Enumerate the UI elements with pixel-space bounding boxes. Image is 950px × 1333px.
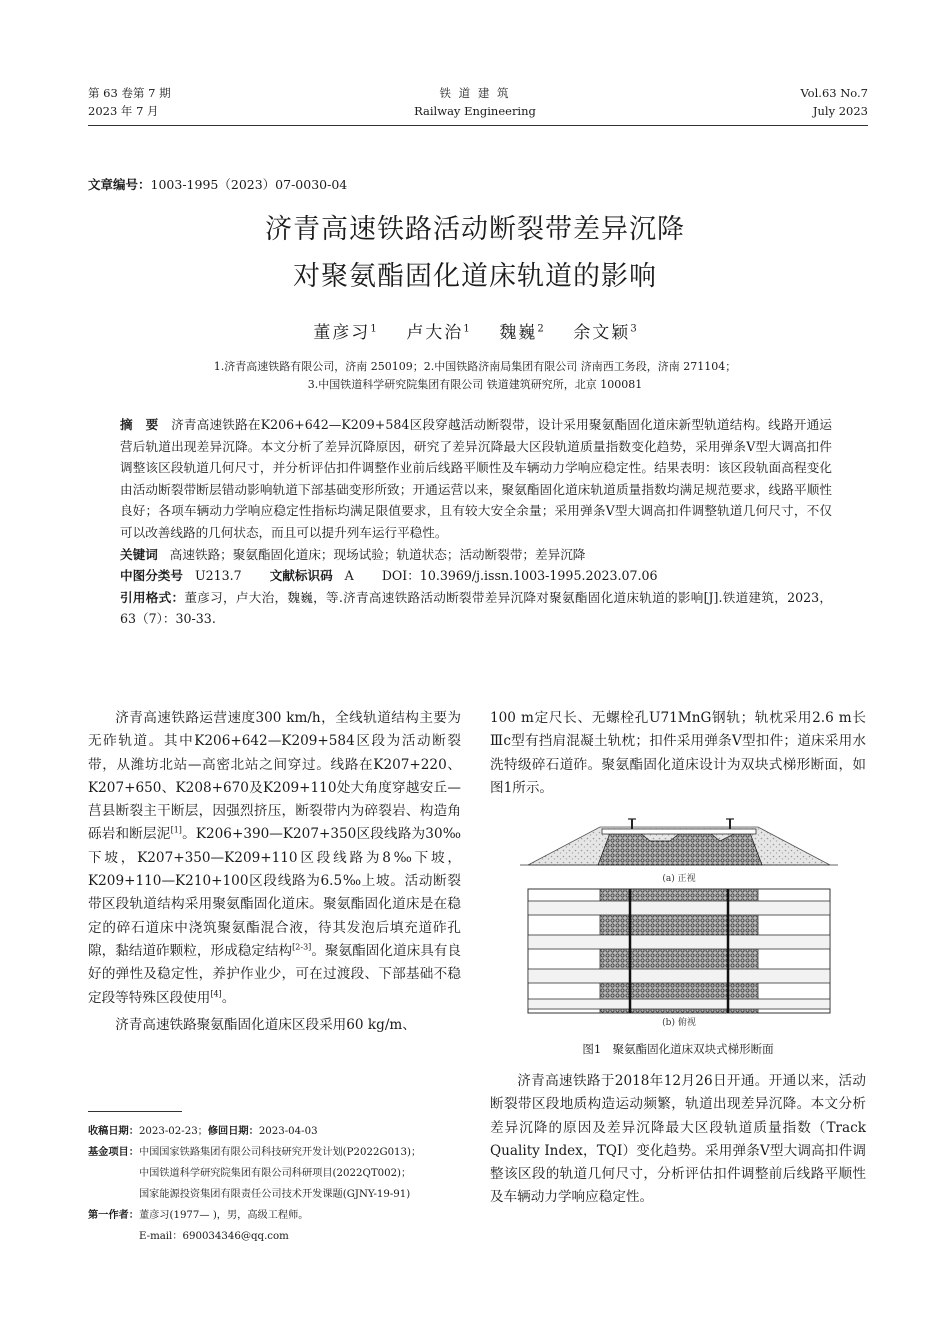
figure-1-caption: 图1 聚氨酯固化道床双块式梯形断面 [582,1042,774,1056]
author: 卢大治$^1$ [406,323,470,343]
publication-date: 2023 年 7 月 [88,104,159,118]
paragraph: 济青高速铁路于2018年12月26日开通。开通以来，活动断裂带区段地质构造运动频繁，轨道出现差异沉降。本文分析差异沉降的原因及差异沉降最大区段轨道质量指数（Track Quality Index，TQI）变化趋势。采用弹条Ⅴ型大调高扣件调整该区段的轨道几何尺寸，分析评估扣件调整前后线路平顺性及车辆动力学响应稳定性。 [490,1073,866,1206]
fund-line-3: 国家能源投资集团有限责任公司技术开发课题(GJNY-19-91) [139,1189,411,1200]
citation [120,587,832,630]
volume-issue: 第 63 卷第 7 期 [88,86,171,100]
author-info: 第一作者：董彦习(1977— )，男，高级工程师。 [88,1210,309,1221]
citation-text: 董彦习，卢大治，魏巍，等.济青高速铁路活动断裂带差异沉降对聚氨酯固化道床轨道的影响[J].铁道建筑，2023，63（7）：30-33. [120,589,833,627]
journal-name-cn: 铁 道 建 筑 [439,86,511,100]
figure-1 [520,813,838,1038]
fund-line-1: 基金项目：中国国家铁路集团有限公司科技研究开发计划(P2022G013)； [88,1147,422,1158]
clc-label: 中图分类号 [120,568,183,584]
author-email: E-mail：690034346@qq.com [139,1231,289,1242]
title-line-2: 对聚氨酯固化道床轨道的影响 [293,261,657,292]
reference-2: [2-3] [292,942,312,952]
paper-title [0,211,950,296]
header-center [375,84,575,120]
classification [120,565,832,587]
clc-value: U213.7 [194,568,242,584]
reference-1: [1] [170,825,182,835]
header-rule [88,125,868,126]
citation-label: 引用格式： [120,589,185,605]
reference-3: [4] [210,989,222,999]
author: 魏巍$^2$ [499,323,544,343]
author-list [0,318,950,343]
front-view [520,819,838,865]
title-line-1: 济青高速铁路活动断裂带差异沉降 [265,214,685,245]
keywords [120,544,832,566]
right-column-bottom [490,1070,866,1210]
article-number-value: 1003-1995（2023）07-0030-04 [150,177,348,192]
paragraph: 100 m定尺长、无螺栓孔U71MnG钢轨；轨枕采用2.6 m长Ⅲc型有挡肩混凝土轨枕；扣件采用弹条Ⅴ型扣件；道床采用水洗特级碎石道砟。聚氨酯固化道床设计为双块式梯形断面，如图1所示。 [490,710,866,796]
doc-code-label: 文献标识码 [269,568,333,584]
paragraph: 济青高速铁路运营速度300 km/h，全线轨道结构主要为无砟轨道。其中K206+642—K209+584区段为活动断裂带，从潍坊北站—高密北站之间穿过。线路在K207+220、K207+650、K208+670及K209+110处大角度穿越安丘—莒县断裂主干断层，因强烈挤压，断裂带内为碎裂岩、构造角砾岩和断层泥[1]。K206+390—K207+350区段线路为30‰下坡，K207+350—K209+110区段线路为8‰下坡，K209+110—K210+100区段线路为6.5‰上坡。活动断裂带区段轨道结构采用聚氨酯固化道床。聚氨酯固化道床是在稳定的碎石道床中浇筑聚氨酯混合液，待其发泡后填充道砟孔隙，黏结道砟颗粒，形成稳定结构[2-3]。聚氨酯固化道床具有良好的弹性及稳定性，养护作业少，可在过渡段、下部基础不稳定段等特殊区段使用[4]。 [88,710,462,1006]
paragraph: 济青高速铁路聚氨酯固化道床区段采用60 kg/m、 [115,1016,416,1033]
top-view [528,889,830,1013]
doc-code-value: A [344,568,354,584]
publication-date-en: July 2023 [812,104,868,118]
left-column [88,707,461,1037]
author: 董彦习$^1$ [313,323,377,343]
abstract-text: 济青高速铁路在K206+642—K209+584区段穿越活动断裂带，设计采用聚氨酯固化道床新型轨道结构。线路开通运营后轨道出现差异沉降。本文分析了差异沉降原因，研究了差异沉降最大区段轨道质量指数变化趋势，采用弹条Ⅴ型大调高扣件调整该区段轨道几何尺寸，并分析评估扣件调整作业前后线路平顺性及车辆动力学响应稳定性。结果表明：该区段轨面高程变化由活动断裂带断层错动影响轨道下部基础变形所致；开通运营以来，聚氨酯固化道床轨道质量指数均满足规范要求，线路平顺性良好；各项车辆动力学响应稳定性指标均满足限值要求，且有较大安全余量；采用弹条Ⅴ型大调高扣件调整轨道几何尺寸，不仅可以改善线路的几何状态，而且可以提升列车运行平稳性。 [120,417,832,540]
journal-name-en: Railway Engineering [414,104,536,118]
footnotes [88,1121,463,1247]
keywords-text: 高速铁路；聚氨酯固化道床；现场试验；轨道状态；活动断裂带；差异沉降 [169,546,586,562]
right-column-top [490,707,866,800]
affiliation-line-1: 1.济青高速铁路有限公司，济南 250109；2.中国铁路济南局集团有限公司 济南西工务段，济南 271104； [213,360,737,373]
fund-line-2: 中国铁道科学研究院集团有限公司科研项目(2022QT002)； [139,1168,412,1179]
keywords-label: 关键词 [120,546,158,562]
header-right [800,84,868,120]
track-bed-diagram [520,813,838,1038]
author: 余文颖$^3$ [573,323,637,343]
figure-1a-label: (a) 正视 [662,874,696,884]
affiliations [0,358,950,394]
dates-line: 收稿日期：2023-02-23；修回日期：2023-04-03 [88,1126,318,1137]
volume-issue-en: Vol.63 No.7 [800,86,868,100]
abstract-block [120,414,832,630]
abstract-label: 摘 要 [120,417,159,432]
article-number [88,175,347,193]
figure-1b-label: (b) 俯视 [662,1018,696,1028]
header-left [88,84,171,120]
article-number-label: 文章编号： [88,177,151,192]
footnote-rule [88,1111,182,1112]
abstract [120,414,832,544]
doi: DOI：10.3969/j.issn.1003-1995.2023.07.06 [381,568,658,584]
affiliation-line-2: 3.中国铁道科学研究院集团有限公司 铁道建筑研究所，北京 100081 [307,378,643,391]
